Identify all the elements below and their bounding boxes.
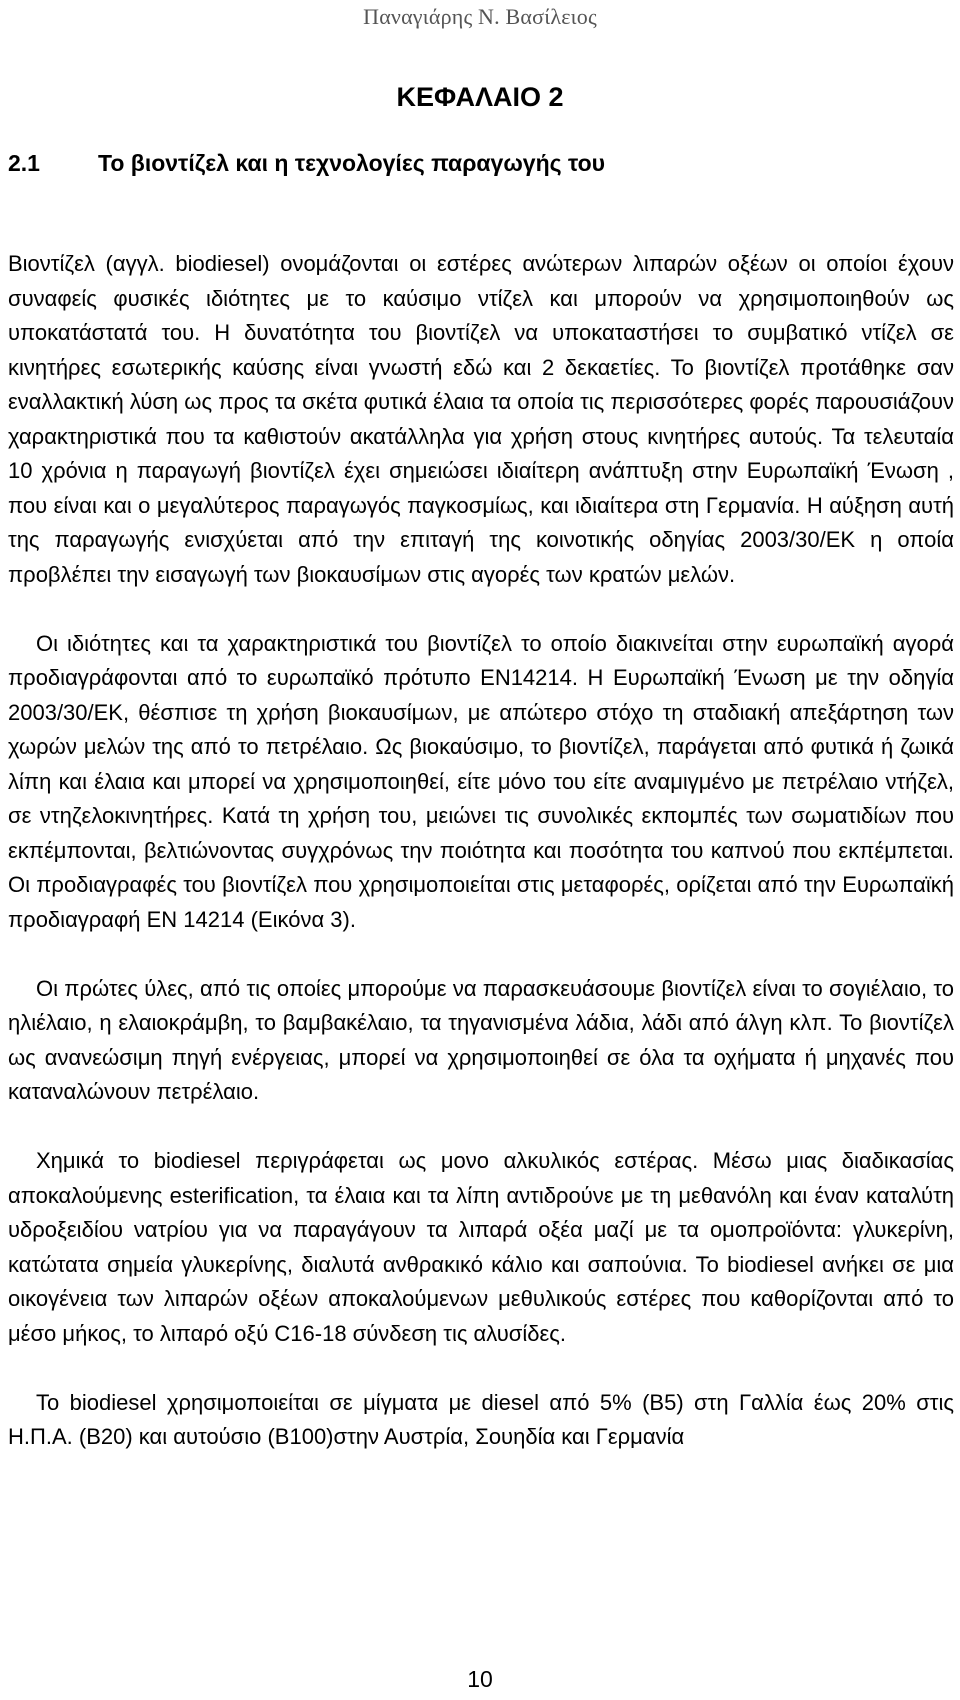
paragraph-standards: Οι ιδιότητες και τα χαρακτηριστικά του βιοντίζελ το οποίο διακινείται στην ευρωπαϊκή αγορά προδιαγράφονται από το ευρωπαϊκό πρότυπο ΕΝ14214. Η Ευρωπαϊκή Ένωση με την οδηγία 2003/30/ΕΚ, θέσπισε τη χρήση βιοκαυσίμων, με απώτερο στόχο τη σταδιακή απεξάρτηση των χωρών μελών της από το πετρέλαιο. Ως βιοκαύσιμο, το βιοντίζελ, παράγεται από φυτικά ή ζωικά λίπη και έλαια και μπορεί να χρησιμοποιηθεί, είτε μόνο του είτε αναμιγμένο με πετρέλαιο ντήζελ, σε ντηζελοκινητήρες. Κατά τη χρήση του, μειώνει τις συνολικές εκπομπές των σωματιδίων που εκπέμπονται, βελτιώνοντας συγχρόνως την ποιότητα και ποσότητα του καπνού που εκπέμπεται. Οι προδιαγραφές του βιοντίζελ που χρησιμοποιείται στις μεταφορές, ορίζεται από την Ευρωπαϊκή προδιαγραφή ΕΝ 14214 (Εικόνα 3). [8, 630, 954, 932]
paragraph-raw-materials: Οι πρώτες ύλες, από τις οποίες μπορούμε να παρασκευάσουμε βιοντίζελ είναι το σογιέλαιο, το ηλιέλαιο, η ελαιοκράμβη, το βαμβακέλαιο, τα τηγανισμένα λάδια, λάδι από άλγη κλπ. Το βιοντίζελ ως ανανεώσιμη πηγή ενέργειας, μπορεί να χρησιμοποιηθεί σε όλα τα οχήματα ή μηχανές που καταναλώνουν πετρέλαιο. [8, 975, 954, 1104]
running-header: Παναγιάρης Ν. Βασίλειος [363, 4, 597, 29]
paragraph-intro: Βιοντίζελ (αγγλ. biodiesel) ονομάζονται οι εστέρες ανώτερων λιπαρών οξέων οι οποίοι έχουν συναφείς φυσικές ιδιότητες με το καύσιμο ντίζελ και μπορούν να χρησιμοποιηθούν ως υποκατάστατά του. Η δυνατότητα του βιοντίζελ να υποκαταστήσει το συμβατικό ντίζελ σε κινητήρες εσωτερικής καύσης είναι γνωστή εδώ και 2 δεκαετίες. Το βιοντίζελ προτάθηκε σαν εναλλακτική λύση ως προς τα σκέτα φυτικά έλαια τα οποία τις περισσότερες φορές παρουσιάζουν χαρακτηριστικά που τα καθιστούν ακατάλληλα για χρήση στους κινητήρες αυτούς. Τα τελευταία 10 χρόνια η παραγωγή βιοντίζελ έχει σημειώσει ιδιαίτερη ανάπτυξη στην Ευρωπαϊκή Ένωση , που είναι και ο μεγαλύτερος παραγωγός παγκοσμίως, και ιδιαίτερα στη Γερμανία. Η αύξηση αυτή της παραγωγής ενισχύεται από την επιταγή της κοινοτικής οδηγίας 2003/30/ΕΚ η οποία προβλέπει την εισαγωγή των βιοκαυσίμων στις αγορές των κρατών μελών. [8, 251, 954, 587]
page-number: 10 [467, 1666, 493, 1692]
paragraph-blends: Το biodiesel χρησιμοποιείται σε μίγματα με diesel από 5% (B5) στη Γαλλία έως 20% στις Η.Π.Α. (B20) και αυτούσιο (B100)στην Αυστρία, Σουηδία και Γερμανία [8, 1389, 954, 1449]
section-title: Το βιοντίζελ και η τεχνολογίες παραγωγής του [98, 150, 606, 176]
chapter-title: ΚΕΦΑΛΑΙΟ 2 [396, 82, 564, 112]
body-text [8, 247, 954, 1489]
section-number: 2.1 [8, 150, 40, 176]
paragraph-chemistry: Χημικά το biodiesel περιγράφεται ως μονο αλκυλικός εστέρας. Μέσω μιας διαδικασίας αποκαλούμενης esterification, τα έλαια και τα λίπη αντιδρούνε με τη μεθανόλη και έναν καταλύτη υδροξειδίου νατρίου για να παραγάγουν τα λιπαρά οξέα μαζί με τα ομοπροϊόντα: γλυκερίνη, κατώτατα σημεία γλυκερίνης, διαλυτά ανθρακικό κάλιο και σαπούνια. Το biodiesel ανήκει σε μια οικογένεια των λιπαρών οξέων αποκαλούμενων μεθυλικούς εστέρες που καθορίζονται από το μέσο μήκος, το λιπαρό οξύ C16-18 σύνδεση τις αλυσίδες. [8, 1148, 954, 1346]
section-heading [8, 150, 605, 177]
